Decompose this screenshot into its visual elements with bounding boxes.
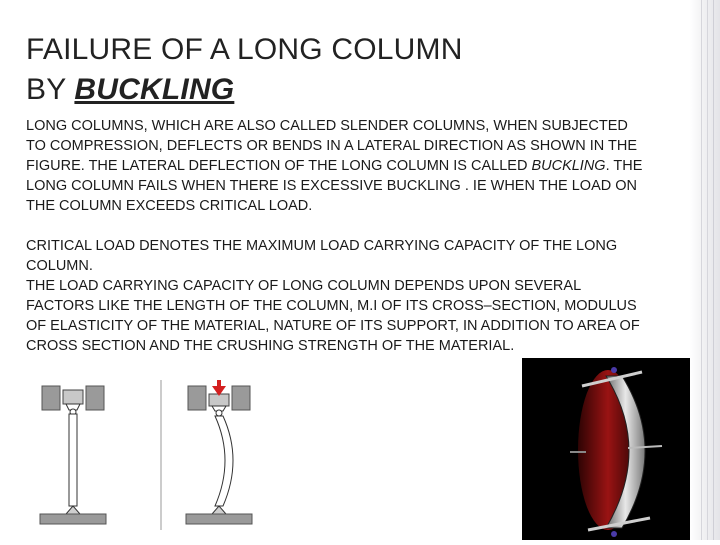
base-plate bbox=[40, 514, 106, 524]
buckling-photo-graphic bbox=[522, 358, 690, 540]
base-plate bbox=[186, 514, 252, 524]
top-cap bbox=[63, 390, 83, 404]
title-emphasis: BUCKLING bbox=[74, 73, 235, 106]
load-point-top bbox=[611, 367, 617, 373]
paragraph-load-capacity: THE LOAD CARRYING CAPACITY OF LONG COLUMN DEPENDS UPON SEVERAL FACTORS LIKE THE LENGTH OF THE COLUMN, M.I OF ITS CROSS–SECTION, MODULUS OF ELASTICITY OF THE MATERIAL, NATURE OF ITS SUPPORT, IN ADDITION TO AREA OF CROSS SECTION AND THE CRUSHING STRENGTH OF THE MATERIAL. bbox=[26, 278, 640, 354]
paragraph1-emphasis: BUCKLING bbox=[531, 158, 606, 174]
paragraph-spacer bbox=[26, 216, 646, 236]
column-straight bbox=[69, 414, 77, 506]
paragraph1-part2: . THE LONG COLUMN FAILS WHEN THERE IS EXCESSIVE BUCKLING . IE WHEN THE LOAD ON THE COLUMN EXCEEDS CRITICAL LOAD. bbox=[26, 158, 643, 214]
base-joint bbox=[66, 506, 80, 514]
title-prefix: BY bbox=[26, 73, 75, 106]
top-support-right bbox=[86, 386, 104, 410]
pin-joint-ball bbox=[216, 410, 222, 416]
paragraph1-part1: LONG COLUMNS, WHICH ARE ALSO CALLED SLENDER COLUMNS, WHEN SUBJECTED TO COMPRESSION, DEFLECTS OR BENDS IN A LATERAL DIRECTION AS SHOWN IN THE FIGURE. THE LATERAL DEFLECTION OF THE LONG COLUMN IS CALLED bbox=[26, 118, 637, 174]
buckling-photo bbox=[522, 358, 690, 540]
slide-body bbox=[26, 116, 646, 356]
load-point-bottom bbox=[611, 531, 617, 537]
column-buckled bbox=[215, 416, 233, 506]
buckled-column-figure bbox=[186, 380, 252, 524]
slide-border-decoration bbox=[690, 0, 720, 540]
title-line-2 bbox=[26, 70, 463, 110]
title-line-1: FAILURE OF A LONG COLUMN bbox=[26, 33, 463, 66]
top-support-left bbox=[188, 386, 206, 410]
straight-column-figure bbox=[40, 386, 106, 524]
slide-title bbox=[26, 30, 463, 110]
base-joint bbox=[212, 506, 226, 514]
border-line bbox=[701, 0, 702, 540]
border-line bbox=[707, 0, 708, 540]
paragraph-buckling-definition bbox=[26, 116, 646, 216]
paragraph-critical-load: CRITICAL LOAD DENOTES THE MAXIMUM LOAD CARRYING CAPACITY OF THE LONG COLUMN. bbox=[26, 238, 618, 274]
column-buckling-diagram bbox=[30, 380, 260, 530]
top-support-left bbox=[42, 386, 60, 410]
border-line bbox=[713, 0, 714, 540]
top-support-right bbox=[232, 386, 250, 410]
